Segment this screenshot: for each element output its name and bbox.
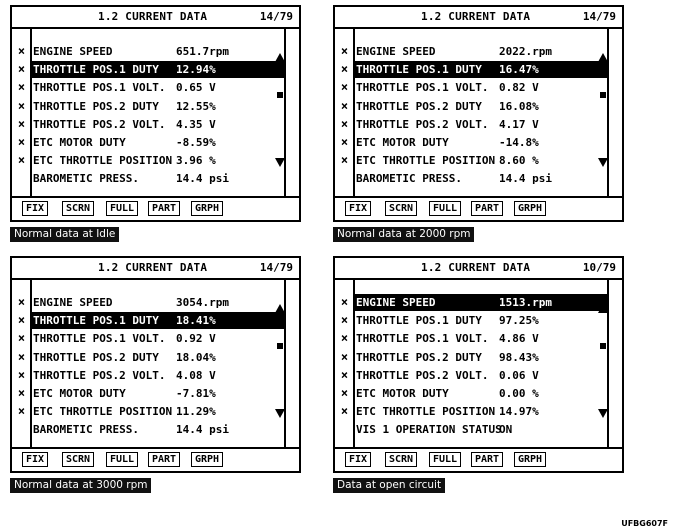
select-mark-icon[interactable]: × [340,62,349,76]
data-row[interactable] [335,385,609,402]
fkey-fix-button[interactable]: FIX [345,452,371,467]
fkey-part-button[interactable]: PART [471,452,503,467]
scan-tool-screen [333,256,624,473]
data-row[interactable] [335,367,609,384]
parameter-value: 16.47% [499,63,539,76]
select-mark-icon[interactable]: × [340,350,349,364]
fkey-grph-button[interactable]: GRPH [514,201,546,216]
page-counter: 14/79 [259,10,293,23]
data-row[interactable] [335,134,609,151]
select-mark-icon[interactable]: × [17,135,26,149]
function-key-bar [335,196,622,220]
parameter-value: 0.65 V [176,81,216,94]
fkey-full-button[interactable]: FULL [429,201,461,216]
data-row[interactable] [335,116,609,133]
parameter-name: BAROMETIC PRESS. [356,172,462,185]
parameter-value: 0.00 % [499,387,539,400]
data-row[interactable] [335,79,609,96]
select-mark-icon[interactable]: × [17,350,26,364]
fkey-part-button[interactable]: PART [471,201,503,216]
data-row[interactable] [335,43,609,60]
select-mark-icon[interactable]: × [340,117,349,131]
data-row[interactable] [335,312,609,329]
parameter-value: 4.35 V [176,118,216,131]
data-row[interactable] [12,61,286,78]
parameter-name: VIS 1 OPERATION STATUS [356,423,502,436]
select-mark-icon[interactable]: × [340,80,349,94]
parameter-value: -14.8% [499,136,539,149]
scan-tool-screen [10,5,301,222]
data-row[interactable] [12,134,286,151]
parameter-name: THROTTLE POS.2 VOLT. [356,118,489,131]
parameter-value: 1513.rpm [499,296,552,309]
select-mark-icon[interactable]: × [17,44,26,58]
select-mark-icon[interactable]: × [17,117,26,131]
select-mark-icon[interactable]: × [340,295,349,309]
data-row[interactable] [335,421,609,438]
parameter-name: ETC THROTTLE POSITION [356,154,496,167]
page-counter: 14/79 [582,10,616,23]
parameter-value: 3054.rpm [176,296,229,309]
parameter-name: ETC THROTTLE POSITION [356,405,496,418]
parameter-value: 16.08% [499,100,539,113]
parameter-value: 12.55% [176,100,216,113]
scan-tool-screen [10,256,301,473]
parameter-name: ETC THROTTLE POSITION [33,405,173,418]
parameter-name: THROTTLE POS.1 DUTY [356,63,482,76]
parameter-name: THROTTLE POS.2 DUTY [356,100,482,113]
parameter-name: THROTTLE POS.1 DUTY [33,63,159,76]
select-mark-icon[interactable]: × [17,295,26,309]
screen-title: 1.2 CURRENT DATA [421,10,531,23]
parameter-name: ENGINE SPEED [356,296,436,309]
data-row[interactable] [335,61,609,78]
panel-caption: Normal data at Idle [10,227,119,242]
parameter-name: ENGINE SPEED [33,45,113,58]
parameter-value: 97.25% [499,314,539,327]
fkey-part-button[interactable]: PART [148,201,180,216]
screen-header [335,258,622,280]
function-key-bar [335,447,622,471]
fkey-part-button[interactable]: PART [148,452,180,467]
parameter-value: 98.43% [499,351,539,364]
parameter-value: 14.4 psi [176,423,229,436]
parameter-name: THROTTLE POS.2 VOLT. [356,369,489,382]
screen-header [335,7,622,29]
data-row[interactable] [335,403,609,420]
fkey-scrn-button[interactable]: SCRN [62,201,94,216]
data-row[interactable] [12,421,286,438]
data-row[interactable] [335,330,609,347]
fkey-full-button[interactable]: FULL [106,452,138,467]
select-mark-icon[interactable]: × [17,80,26,94]
data-row[interactable] [12,367,286,384]
parameter-value: 14.4 psi [499,172,552,185]
fkey-scrn-button[interactable]: SCRN [62,452,94,467]
parameter-value: 8.60 % [499,154,539,167]
parameter-name: THROTTLE POS.2 DUTY [33,351,159,364]
data-row[interactable] [335,98,609,115]
select-mark-icon[interactable]: × [17,313,26,327]
figure-code: UFBG607F [621,519,668,528]
fkey-grph-button[interactable]: GRPH [514,452,546,467]
screen-header [12,258,299,280]
select-mark-icon[interactable]: × [17,62,26,76]
parameter-value: 0.82 V [499,81,539,94]
parameter-name: ETC MOTOR DUTY [356,136,449,149]
parameter-name: ETC THROTTLE POSITION [33,154,173,167]
select-mark-icon[interactable]: × [340,99,349,113]
fkey-fix-button[interactable]: FIX [22,452,48,467]
parameter-name: THROTTLE POS.2 VOLT. [33,118,166,131]
parameter-value: -7.81% [176,387,216,400]
parameter-name: BAROMETIC PRESS. [33,172,139,185]
data-row[interactable] [12,152,286,169]
panel-caption: Data at open circuit [333,478,445,493]
screen-header [12,7,299,29]
select-mark-icon[interactable]: × [340,135,349,149]
fkey-grph-button[interactable]: GRPH [191,201,223,216]
data-row[interactable] [12,170,286,187]
fkey-fix-button[interactable]: FIX [22,201,48,216]
parameter-name: THROTTLE POS.2 VOLT. [33,369,166,382]
data-row[interactable] [335,152,609,169]
parameter-value: ON [499,423,513,436]
scan-tool-screen [333,5,624,222]
data-row[interactable] [335,349,609,366]
fkey-grph-button[interactable]: GRPH [191,452,223,467]
parameter-value: 14.4 psi [176,172,229,185]
parameter-value: 651.7rpm [176,45,229,58]
parameter-name: THROTTLE POS.1 VOLT. [356,332,489,345]
select-mark-icon[interactable]: × [340,153,349,167]
parameter-name: THROTTLE POS.2 DUTY [356,351,482,364]
data-row[interactable] [12,385,286,402]
data-row[interactable] [335,294,609,311]
select-mark-icon[interactable]: × [340,386,349,400]
parameter-name: THROTTLE POS.2 DUTY [33,100,159,113]
parameter-value: 11.29% [176,405,216,418]
parameter-value: 12.94% [176,63,216,76]
parameter-name: THROTTLE POS.1 VOLT. [356,81,489,94]
parameter-value: 0.06 V [499,369,539,382]
fkey-fix-button[interactable]: FIX [345,201,371,216]
parameter-value: 4.86 V [499,332,539,345]
screen-title: 1.2 CURRENT DATA [98,261,208,274]
fkey-scrn-button[interactable]: SCRN [385,452,417,467]
select-mark-icon[interactable]: × [340,313,349,327]
parameter-name: THROTTLE POS.1 DUTY [33,314,159,327]
parameter-name: THROTTLE POS.1 VOLT. [33,81,166,94]
parameter-value: 4.17 V [499,118,539,131]
parameter-name: BAROMETIC PRESS. [33,423,139,436]
parameter-value: 18.41% [176,314,216,327]
parameter-name: THROTTLE POS.1 DUTY [356,314,482,327]
select-mark-icon[interactable]: × [340,331,349,345]
data-row[interactable] [12,294,286,311]
fkey-full-button[interactable]: FULL [106,201,138,216]
select-mark-icon[interactable]: × [340,404,349,418]
parameter-name: THROTTLE POS.1 VOLT. [33,332,166,345]
select-mark-icon[interactable]: × [340,44,349,58]
function-key-bar [12,447,299,471]
parameter-value: 18.04% [176,351,216,364]
parameter-name: ENGINE SPEED [356,45,436,58]
data-row[interactable] [335,170,609,187]
parameter-value: -8.59% [176,136,216,149]
screen-title: 1.2 CURRENT DATA [98,10,208,23]
parameter-value: 14.97% [499,405,539,418]
fkey-scrn-button[interactable]: SCRN [385,201,417,216]
parameter-value: 3.96 % [176,154,216,167]
select-mark-icon[interactable]: × [17,404,26,418]
data-row[interactable] [12,98,286,115]
data-row[interactable] [12,116,286,133]
parameter-name: ENGINE SPEED [33,296,113,309]
page-counter: 10/79 [582,261,616,274]
parameter-name: ETC MOTOR DUTY [33,136,126,149]
select-mark-icon[interactable]: × [17,368,26,382]
parameter-name: ETC MOTOR DUTY [356,387,449,400]
data-row[interactable] [12,43,286,60]
select-mark-icon[interactable]: × [340,368,349,382]
page-counter: 14/79 [259,261,293,274]
select-mark-icon[interactable]: × [17,386,26,400]
panel-caption: Normal data at 2000 rpm [333,227,474,242]
data-row[interactable] [12,312,286,329]
parameter-value: 2022.rpm [499,45,552,58]
data-row[interactable] [12,79,286,96]
parameter-name: ETC MOTOR DUTY [33,387,126,400]
select-mark-icon[interactable]: × [17,99,26,113]
function-key-bar [12,196,299,220]
data-row[interactable] [12,349,286,366]
parameter-value: 4.08 V [176,369,216,382]
select-mark-icon[interactable]: × [17,331,26,345]
screen-title: 1.2 CURRENT DATA [421,261,531,274]
parameter-value: 0.92 V [176,332,216,345]
data-row[interactable] [12,403,286,420]
fkey-full-button[interactable]: FULL [429,452,461,467]
select-mark-icon[interactable]: × [17,153,26,167]
panel-caption: Normal data at 3000 rpm [10,478,151,493]
data-row[interactable] [12,330,286,347]
